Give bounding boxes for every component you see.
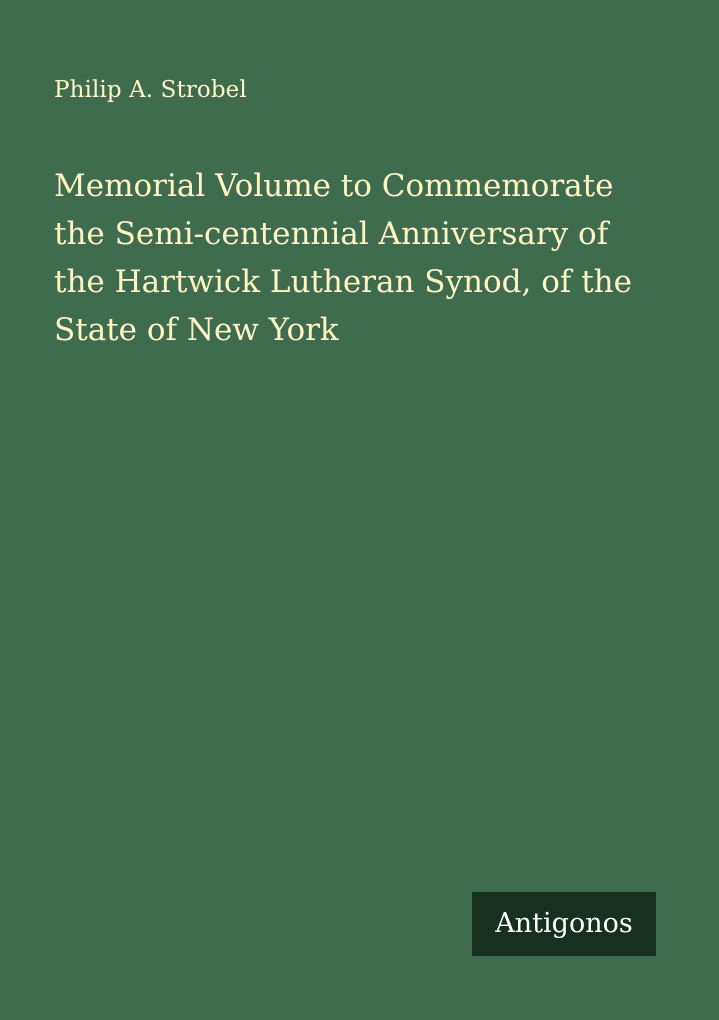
title-line: Memorial Volume to Commemorate: [54, 168, 614, 204]
publisher-name: Antigonos: [495, 908, 633, 939]
title-line: the Semi-centennial Anniversary of: [54, 216, 609, 252]
title-line: State of New York: [54, 312, 339, 348]
title-line: the Hartwick Lutheran Synod, of the: [54, 264, 632, 300]
author-name: Philip A. Strobel: [54, 77, 247, 103]
book-title: [54, 162, 664, 354]
publisher-badge: [472, 892, 656, 956]
